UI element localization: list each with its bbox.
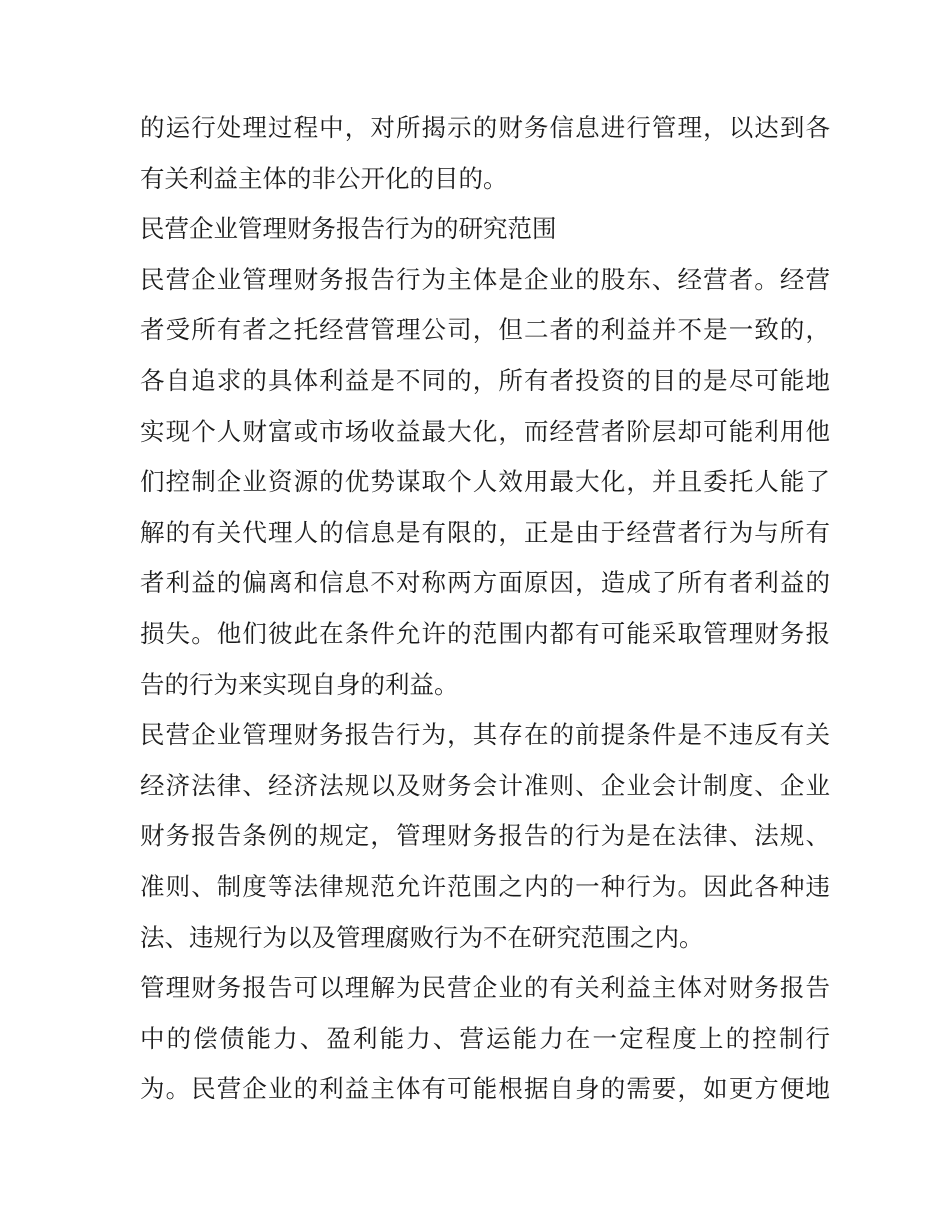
text-line: 告的行为来实现自身的利益。	[140, 669, 459, 699]
text-line: 民营企业管理财务报告行为主体是企业的股东、经营者。经营	[140, 264, 830, 294]
text-line: 者利益的偏离和信息不对称两方面原因，造成了所有者利益的	[140, 568, 830, 598]
text-line: 的运行处理过程中，对所揭示的财务信息进行管理，以达到各	[140, 113, 830, 142]
body-text	[140, 103, 830, 1115]
text-line: 中的偿债能力、盈利能力、营运能力在一定程度上的控制行	[140, 1023, 830, 1053]
text-line: 们控制企业资源的优势谋取个人效用最大化，并且委托人能了	[140, 467, 830, 497]
text-line: 民营企业管理财务报告行为，其存在的前提条件是不违反有关	[140, 720, 830, 750]
section-heading: 民营企业管理财务报告行为的研究范围	[140, 214, 557, 244]
text-line: 解的有关代理人的信息是有限的，正是由于经营者行为与所有	[140, 517, 830, 547]
text-line: 管理财务报告可以理解为民营企业的有关利益主体对财务报告	[140, 973, 830, 1003]
text-line: 各自追求的具体利益是不同的，所有者投资的目的是尽可能地	[140, 365, 830, 395]
text-line: 损失。他们彼此在条件允许的范围内都有可能采取管理财务报	[140, 618, 830, 648]
text-line: 经济法律、经济法规以及财务会计准则、企业会计制度、企业	[140, 770, 830, 800]
text-line: 实现个人财富或市场收益最大化，而经营者阶层却可能利用他	[140, 416, 830, 446]
text-line: 为。民营企业的利益主体有可能根据自身的需要，如更方便地	[140, 1074, 830, 1104]
text-line: 法、违规行为以及管理腐败行为不在研究范围之内。	[140, 922, 704, 952]
text-line: 财务报告条例的规定，管理财务报告的行为是在法律、法规、	[140, 821, 830, 851]
text-line: 有关利益主体的非公开化的目的。	[140, 163, 508, 193]
text-line: 者受所有者之托经营管理公司，但二者的利益并不是一致的，	[140, 315, 830, 345]
text-line: 准则、制度等法律规范允许范围之内的一种行为。因此各种违	[140, 871, 830, 901]
